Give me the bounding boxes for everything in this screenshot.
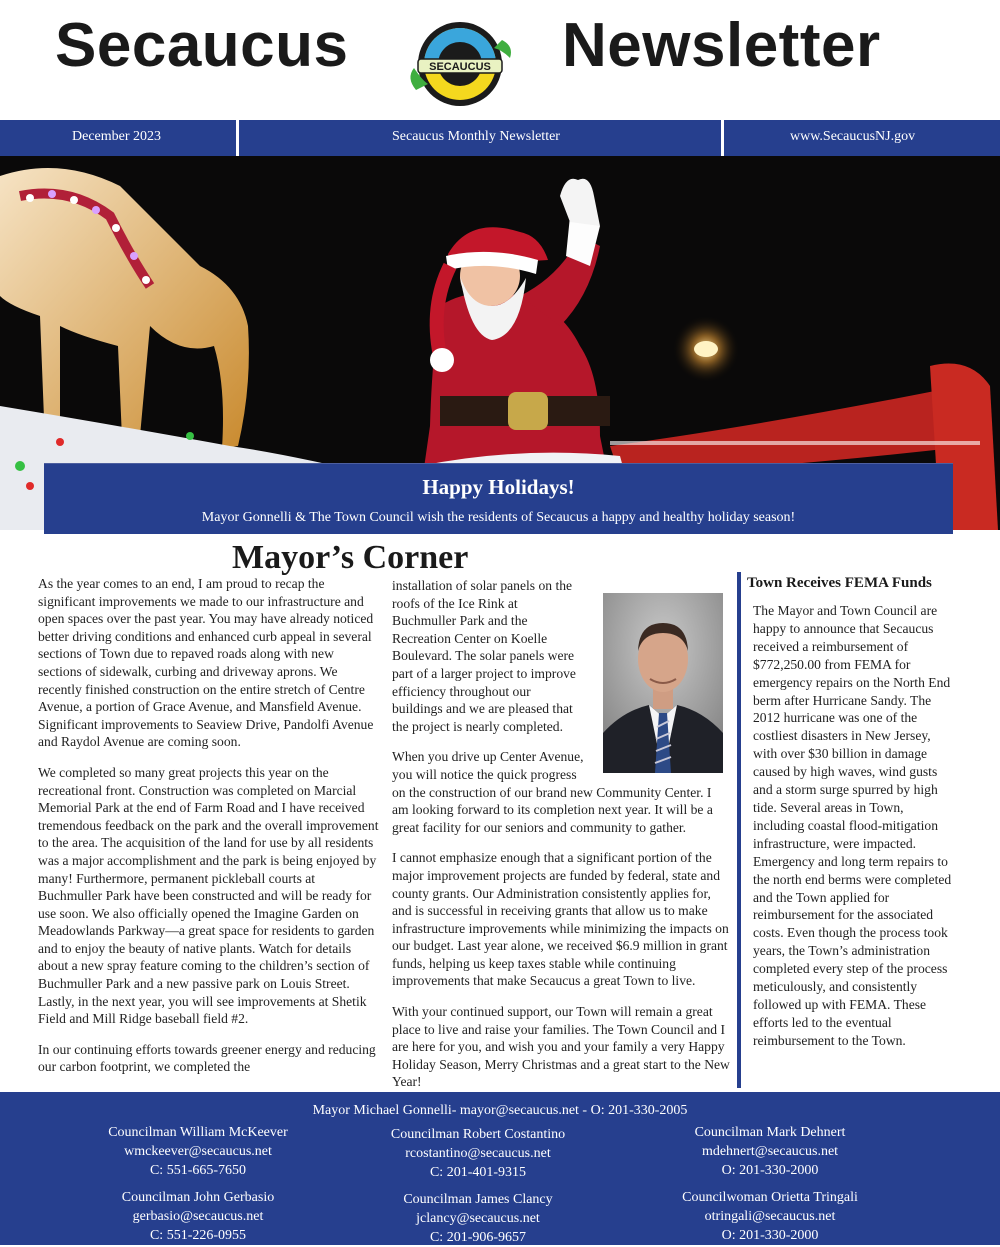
article-paragraph: When you drive up Center Avenue, you will notice the quick progress on the construction of our brand new Community Center. I am looking forward to its completion next year. It will be a great facility for our seniors and community to gather. [392,749,713,835]
mayors-corner-title: Mayor’s Corner [232,539,469,576]
website-link[interactable]: www.SecaucusNJ.gov [790,129,916,144]
masthead-title-left: Secaucus [55,11,349,80]
council-phone: O: 201-330-2000 [721,1163,819,1178]
council-name: Councilman William McKeever [108,1125,288,1140]
info-divider [721,120,724,156]
article-paragraph: I cannot emphasize enough that a significant portion of the major improvement projects are funded by federal, state and county grants. Our Administration consistently applies for, and is successful in receiving grants that allow us to make infrastructure improvements while minimizing the impacts on our budget. Last year alone, we received $6.9 million in grant funds, helping us keep taxes stable while continuing improvements that make Secaucus a great Town to live. [392,850,729,989]
fema-divider [737,572,741,1088]
council-name: Councilman Robert Costantino [390,1127,566,1142]
fema-body: The Mayor and Town Council are happy to announce that Secaucus received a reimbursement of $772,250.00 from FEMA for emergency repairs on the North End berm after Hurricane Sandy. The 2012 hurricane was one of the costliest disasters in New Jersey, with over $30 billion in damage caused by high waves, wind gusts and a storm surge spurred by high tide. Several areas in Town, including coastal flood-mitigation infrastructure, were impacted. Emergency and long term repairs to the north end berms were completed and the Town applied for reimbursement for the associated costs. Even though the process took years, the Town’s administration completed every step of the process meticulously, and consistently followed up with FEMA. These efforts led to the eventual reimbursement to the Town. [753,603,952,1048]
council-phone: C: 201-401-9315 [429,1165,527,1180]
council-phone: C: 201-906-9657 [429,1230,527,1245]
council-name: Councilman John Gerbasio [121,1190,275,1205]
mayor-portrait-photo [603,593,723,773]
council-email[interactable]: gerbasio@secaucus.net [132,1209,264,1224]
council-email[interactable]: mdehnert@secaucus.net [701,1144,839,1159]
council-contact [620,1188,920,1245]
council-phone: C: 551-665-7650 [149,1163,247,1178]
mayor-contact: Mayor Michael Gonnelli- mayor@secaucus.net - O: 201-330-2005 [312,1103,688,1118]
article-paragraph: In our continuing efforts towards greener energy and reducing our carbon footprint, we completed the [38,1041,376,1075]
holiday-message: Mayor Gonnelli & The Town Council wish the residents of Secaucus a happy and healthy holiday season! [201,510,796,525]
council-name: Councilwoman Orietta Tringali [682,1190,858,1205]
secaucus-logo [402,20,518,110]
article-paragraph: With your continued support, our Town will remain a great place to live and raise your families. The Town Council and I are here for you, and wish you and your family a very Happy Holiday Season, Merry Christmas and a great start to the New Year! [392,1004,730,1090]
council-name: Councilman James Clancy [403,1192,553,1207]
issue-date: December 2023 [72,129,162,144]
council-email[interactable]: otringali@secaucus.net [704,1209,836,1224]
mayors-corner-column-left [38,575,380,1089]
council-contact [48,1188,348,1245]
council-contact [48,1123,348,1180]
holiday-title: Happy Holidays! [422,475,575,499]
council-phone: O: 201-330-2000 [721,1228,819,1243]
council-contact [328,1125,628,1182]
council-email[interactable]: rcostantino@secaucus.net [405,1146,551,1161]
council-contact [328,1190,628,1247]
info-divider [236,120,239,156]
article-paragraph: installation of solar panels on the roofs of the Ice Rink at Buchmuller Park and the Recreation Center on Koelle Boulevard. The solar panels were part of a larger project to improve efficiency throughout our buildings and we are pleased that the project is nearly completed. [392,578,576,734]
masthead-title-right: Newsletter [562,11,881,80]
fema-title: Town Receives FEMA Funds [747,575,932,591]
council-contact [620,1123,920,1180]
logo-text: SECAUCUS [429,61,491,73]
article-paragraph: We completed so many great projects this year on the recreational front. Construction was completed on Marcial Memorial Park at the end of Farm Road and I have received tremendous feedback on the park and the overall improvement to the area. The acquisition of the land for use by all residents was a major accomplishment and the park is being enjoyed by many! Furthermore, permanent pickleball courts at Buchmuller Park have been constructed and will be ready for use soon. We also officially opened the Imagine Garden on Meadowlands Parkway—a great space for residents to garden and to enjoy the beauty of native plants. Watch for details about a new spray feature coming to the children’s section of Buchmuller Park and a new passive park on Louis Street. Lastly, in the next year, you will see improvements at Shetik Field and Mill Ridge baseball field #2. [38,764,379,1027]
council-email[interactable]: wmckeever@secaucus.net [124,1144,272,1159]
newsletter-subtitle: Secaucus Monthly Newsletter [392,129,560,144]
article-paragraph: As the year comes to an end, I am proud to recap the significant improvements we made to our infrastructure and open spaces over the past year. You may have already noticed better driving conditions and enhanced curb appeal in several sections of Town due to repaved roads along with new sections of sidewalk, curbing and driveway aprons. We recently finished construction on the entire stretch of Centre Avenue, a portion of Grace Avenue, and Mansfield Avenue. Significant improvements to Seaview Drive, Pandolfi Avenue and Raydol Avenue are coming soon. [38,576,374,750]
council-name: Councilman Mark Dehnert [694,1125,846,1140]
council-phone: C: 551-226-0955 [149,1228,247,1243]
council-email[interactable]: jclancy@secaucus.net [416,1211,540,1226]
